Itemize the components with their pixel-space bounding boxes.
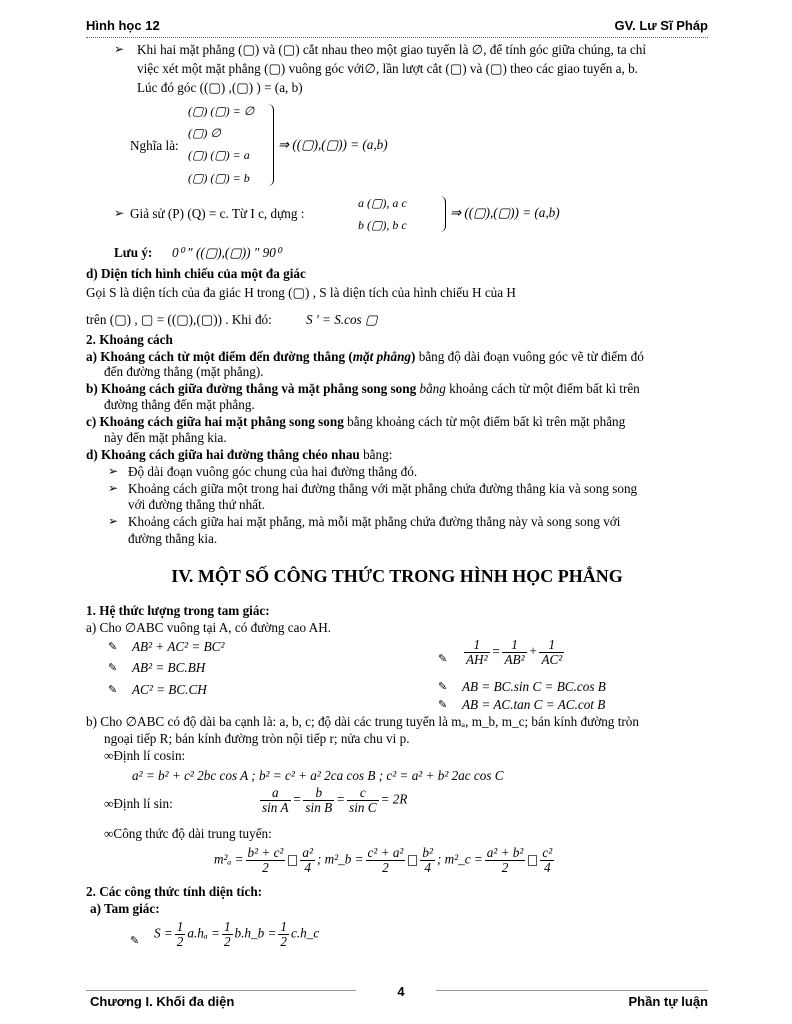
s2-a-line2: đến đường thẳng (mặt phẳng). — [104, 364, 264, 379]
arrowhead-bullet-icon: ➢ — [108, 514, 119, 528]
footer-left: Chương I. Khối đa diện — [90, 994, 235, 1009]
section-iv-title: IV. MỘT SỐ CÔNG THỨC TRONG HÌNH HỌC PHẲNG — [171, 566, 623, 586]
s2-b-bold: b) Khoảng cách giữa đường thẳng và mặt phẳng song song — [86, 381, 417, 396]
s2-d-item3b: đường thẳng kia. — [128, 531, 218, 546]
s2-a-bold-italic: mặt phẳng — [352, 349, 412, 364]
m-c-lhs: ; m²_c = — [436, 851, 483, 867]
ht-f4-d2: AB² — [504, 652, 525, 667]
s2-d-rest: bằng: — [359, 447, 393, 462]
pen-bullet-icon: ✎ — [108, 684, 118, 696]
m-b-n1: c² + a² — [367, 845, 404, 860]
m-a-d2: 4 — [304, 860, 311, 875]
cos-formula: a² = b² + c² 2bc cos A ; b² = c² + a² 2ca cos B ; c² = a² + b² 2ac cos C — [132, 768, 504, 783]
header-left: Hình học 12 — [86, 18, 160, 33]
minus-glyph-box — [528, 855, 537, 866]
sin-n-b: b — [303, 786, 334, 801]
s2-a-line1 — [86, 349, 644, 365]
area-n2: 1 — [223, 919, 231, 934]
pen-bullet-icon: ✎ — [108, 662, 118, 674]
header-divider — [86, 37, 708, 38]
p1-sys-4: (▢) (▢) = b — [188, 171, 250, 185]
pen-bullet-icon: ✎ — [438, 653, 448, 665]
sin-result: = 2R — [380, 791, 408, 807]
m-b-n2: b² — [422, 845, 433, 860]
ht-f4-n1: 1 — [464, 638, 490, 653]
sin-d-c: sin C — [349, 800, 377, 815]
p1-result: ⇒ ((▢),(▢)) = (a,b) — [278, 137, 388, 152]
m-a-n2: a² — [302, 845, 313, 860]
arrowhead-bullet-icon: ➢ — [108, 481, 119, 495]
area-t1: a.hₐ = — [187, 925, 220, 941]
page-number: 4 — [397, 984, 405, 999]
area-d1: 2 — [176, 934, 184, 949]
ht-f4-d1: AH² — [466, 652, 488, 667]
arrowhead-bullet-icon: ➢ — [108, 464, 119, 478]
s2-a-bold: a) Khoảng cách từ một điểm đến đường thẳng ( — [86, 349, 353, 364]
ht-f4-d3: AC² — [541, 652, 563, 667]
p1-brace — [268, 104, 274, 186]
sin-label: ∞Định lí sin: — [104, 796, 173, 811]
m-b-d2: 4 — [424, 860, 431, 875]
sin-n-c: c — [347, 786, 378, 801]
arrowhead-bullet-icon: ➢ — [114, 206, 125, 220]
p1-line1: Khi hai mặt phẳng (▢) và (▢) cắt nhau theo một giao tuyến là ∅, để tính góc giữa chúng, ta chỉ — [137, 42, 647, 57]
s2-d-bold: d) Khoảng cách giữa hai đường thẳng chéo nhau — [86, 447, 360, 462]
footer-right: Phần tự luận — [628, 994, 708, 1009]
d1-line1: Gọi S là diện tích của đa giác H trong (▢) , S là diện tích của hình chiếu H của H — [86, 285, 516, 300]
m-c-d1: 2 — [501, 860, 509, 875]
dt-title: 2. Các công thức tính diện tích: — [86, 884, 263, 899]
arrowhead-bullet-icon: ➢ — [114, 42, 125, 56]
s2-c-line2: này đến mặt phẳng kia. — [104, 430, 227, 445]
luuy-expr: 0⁰ ″ ((▢),(▢)) ″ 90⁰ — [172, 245, 282, 260]
s2-b-line1 — [86, 381, 640, 397]
s2-d-line1 — [86, 447, 392, 463]
p1-sys-3: (▢) (▢) = a — [188, 148, 250, 162]
p2-lead: Giả sử (P) (Q) = c. Từ I c, dựng : — [130, 206, 305, 221]
s2-a-rest: bằng độ dài đoạn vuông góc vẽ từ điểm đó — [415, 349, 644, 364]
ht-f4: $\frac{1}{\text{AH²}}$ = $\frac{1}{\text{AB²}}$ + $\frac{1}{\text{AC²}}$ — [466, 637, 563, 667]
s2-d-item2a: Khoảng cách giữa một trong hai đường thẳng với mặt phẳng chứa đường thẳng kia và song song — [128, 481, 638, 496]
area-lhs: S = — [154, 925, 173, 941]
s2-b-line2: đường thẳng đến mặt phẳng. — [104, 397, 255, 412]
p1-line3: Lúc đó góc ((▢) ,(▢) ) = (a, b) — [137, 80, 303, 95]
luuy-label: Lưu ý: — [114, 245, 153, 260]
sin-d-b: sin B — [305, 800, 333, 815]
s2-title: 2. Khoảng cách — [86, 332, 173, 347]
d1-title: d) Diện tích hình chiếu của một đa giác — [86, 266, 306, 281]
p1-line2: việc xét một mặt phẳng (▢) vuông góc với∅, lần lượt cắt (▢) và (▢) theo các giao tuyến a, b. — [137, 61, 638, 76]
pen-bullet-icon: ✎ — [108, 641, 118, 653]
cos-label: ∞Định lí cosin: — [104, 748, 186, 763]
ht-f6: AB = AC.tan C = AC.cot B — [462, 697, 606, 712]
minus-glyph-box — [288, 855, 297, 866]
ht-a-lead: a) Cho ∅ABC vuông tại A, có đường cao AH. — [86, 620, 332, 635]
s2-d-item3a: Khoảng cách giữa hai mặt phẳng, mà mỗi mặt phẳng chứa đường thẳng này và song song với — [128, 514, 621, 529]
pen-bullet-icon: ✎ — [438, 699, 448, 711]
m-c-n1: a² + b² — [486, 845, 524, 860]
s2-b-rest: khoảng cách từ một điểm bất kì trên — [445, 381, 640, 396]
p2-brace — [440, 196, 446, 232]
m-c-d2: 4 — [543, 860, 551, 875]
area-t3: c.h_c — [291, 925, 320, 941]
ht-b-lead1: b) Cho ∅ABC có độ dài ba cạnh là: a, b, c; độ dài các trung tuyến là mₐ, m_b, m_c; bán kính đường tròn — [86, 714, 639, 729]
d1-formula: S ' = S.cos ▢ — [306, 312, 378, 327]
p2-result: ⇒ ((▢),(▢)) = (a,b) — [450, 205, 560, 220]
pen-bullet-icon: ✎ — [438, 681, 448, 693]
page-header — [86, 14, 708, 38]
sin-formula: $\frac{a}{\text{sin A}}$ = $\frac{b}{\text{sin B}}$ = $\frac{c}{\text{sin C}}$ = 2R — [262, 785, 408, 815]
p2-sys-a: a (▢), a c — [358, 196, 407, 210]
footer-divider-right — [436, 990, 708, 991]
pen-bullet-icon: ✎ — [130, 935, 140, 947]
header-right: GV. Lư Sĩ Pháp — [614, 18, 708, 33]
ht-f2: AB² = BC.BH — [132, 660, 206, 675]
area-n1: 1 — [176, 919, 184, 934]
s2-c-bold: c) Khoảng cách giữa hai mặt phẳng song song — [86, 414, 344, 429]
ht-title: 1. Hệ thức lượng trong tam giác: — [86, 603, 270, 618]
dt-a: a) Tam giác: — [90, 901, 160, 916]
d1-line2: trên (▢) , ▢ = ((▢),(▢)) . Khi đó: — [86, 312, 272, 327]
m-a-n1: b² + c² — [247, 845, 284, 860]
area-d3: 2 — [280, 934, 287, 949]
p1-sys-1: (▢) (▢) = ∅ — [188, 104, 255, 118]
m-a-lhs: m²ₐ = — [214, 851, 244, 867]
sin-d-a: sin A — [262, 800, 289, 815]
s2-c-line1 — [86, 414, 625, 430]
footer-divider-left — [86, 990, 356, 991]
m-b-d1: 2 — [382, 860, 389, 875]
m-a-d1: 2 — [262, 860, 269, 875]
s2-d-item2b: với đường thẳng thứ nhất. — [128, 497, 266, 512]
area-d2: 2 — [223, 934, 231, 949]
s2-d-item1: Độ dài đoạn vuông góc chung của hai đường thẳng đó. — [128, 464, 418, 479]
area-formula — [154, 920, 319, 949]
ht-f4-n3: 1 — [539, 638, 564, 653]
median-formula — [214, 846, 556, 875]
p2-sys-b: b (▢), b c — [358, 218, 407, 232]
p1-sys-2: (▢) ∅ — [188, 126, 221, 140]
s2-c-rest: bằng khoảng cách từ một điểm bất kì trên mặt phẳng — [343, 414, 626, 429]
area-t2: b.h_b = — [234, 925, 277, 941]
ht-f4-n2: 1 — [502, 638, 526, 653]
minus-glyph-box — [408, 855, 417, 866]
ht-f5: AB = BC.sin C = BC.cos B — [462, 679, 606, 694]
p1-nghia-label: Nghĩa là: — [130, 138, 179, 153]
m-c-n2: c² — [542, 845, 553, 860]
m-b-lhs: ; m²_b = — [316, 851, 364, 867]
area-n3: 1 — [280, 919, 287, 934]
s2-b-italic: bằng — [416, 381, 446, 396]
s2-a-bold-close: ) — [411, 349, 416, 364]
med-label: ∞Công thức độ dài trung tuyến: — [104, 826, 272, 841]
ht-f1: AB² + AC² = BC² — [132, 639, 225, 654]
ht-b-lead2: ngoại tiếp R; bán kính đường tròn nội tiếp r; nửa chu vi p. — [104, 731, 410, 746]
ht-f3: AC² = BC.CH — [132, 682, 207, 697]
sin-n-a: a — [260, 786, 291, 801]
